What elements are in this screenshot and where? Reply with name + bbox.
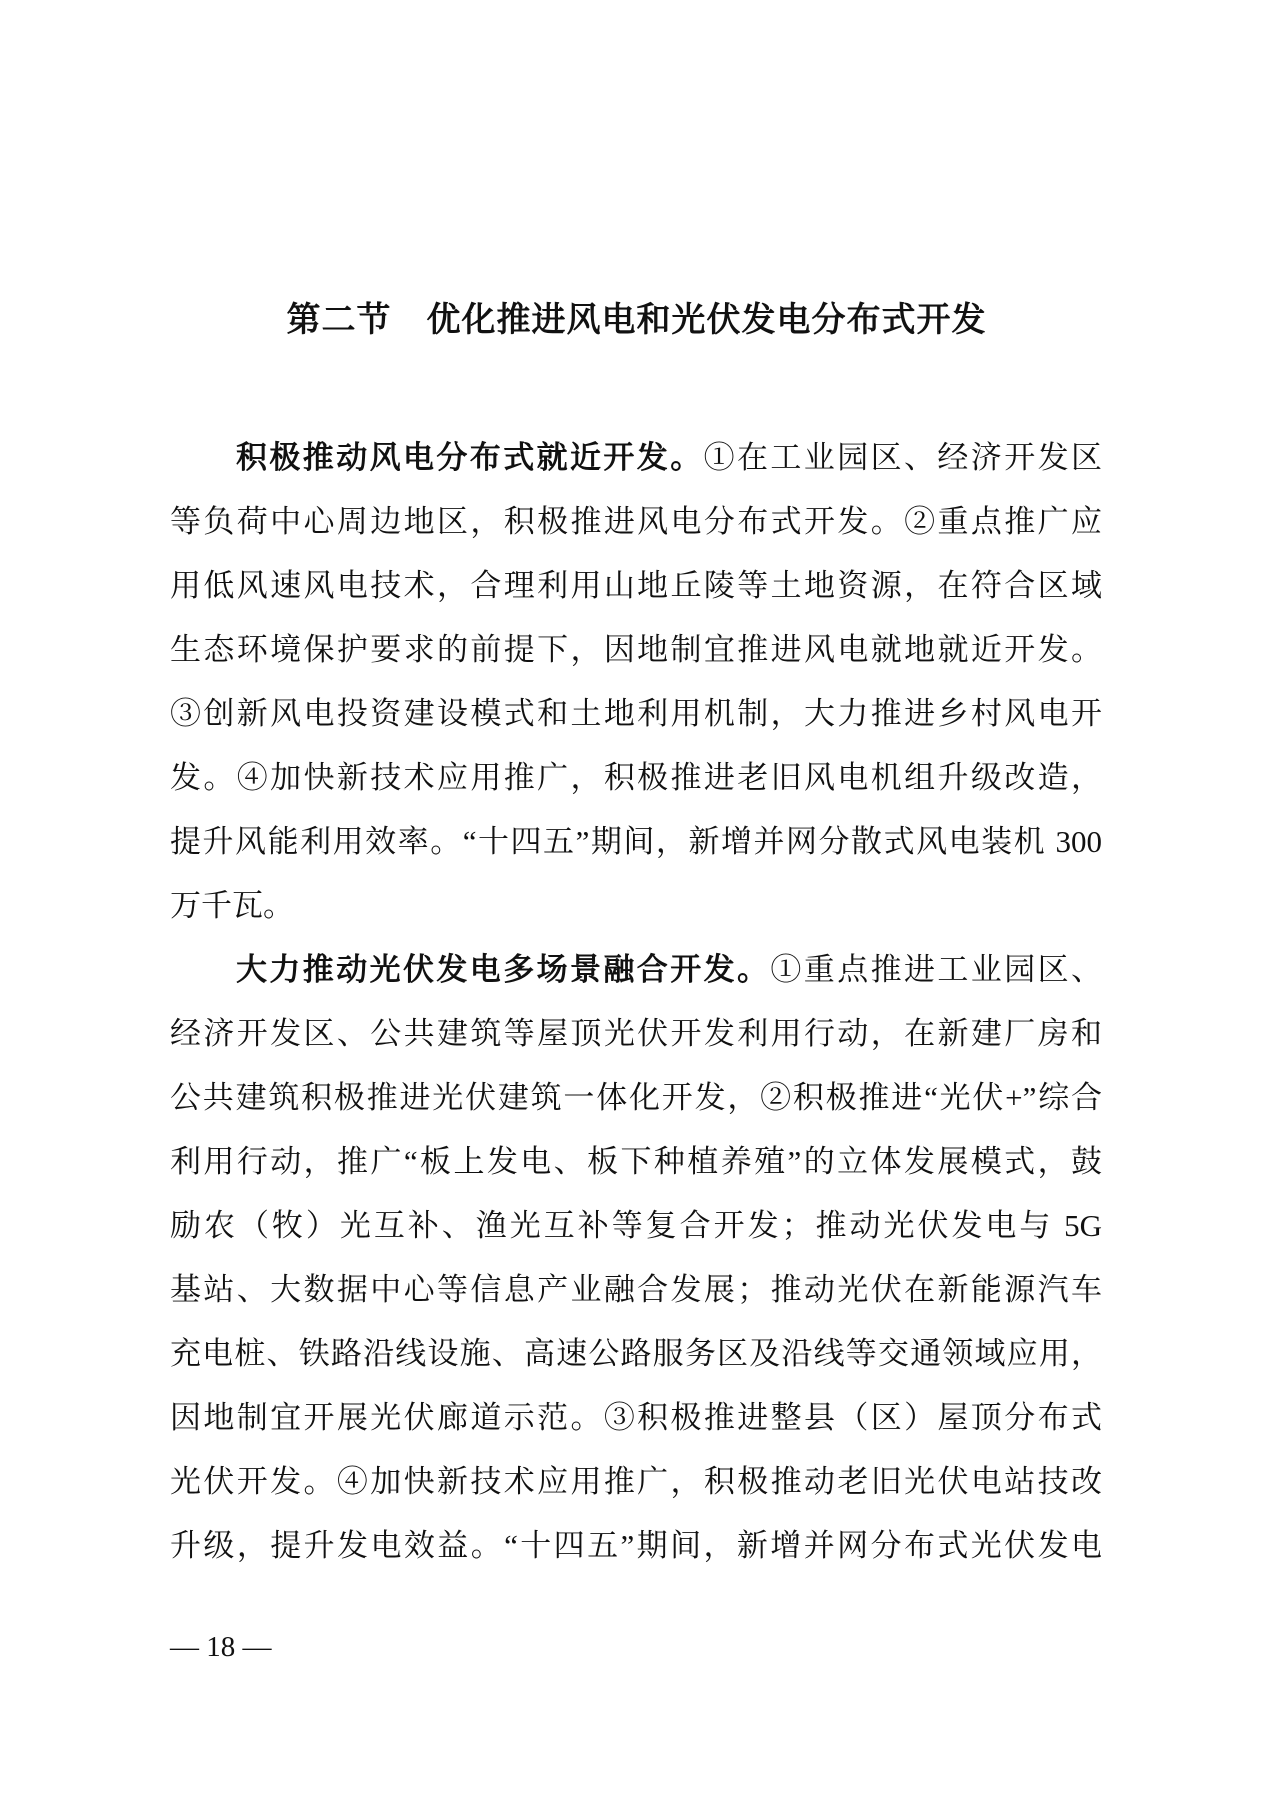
body-line-text: ①重点推进工业园区、: [770, 952, 1103, 987]
body-line-text: 基站、大数据中心等信息产业融合发展；推动光伏在新能源汽车: [170, 1272, 1102, 1307]
body-line: [170, 1258, 1102, 1322]
body-line: [170, 682, 1102, 746]
paragraph-lead-bold: 大力推动光伏发电多场景融合开发。: [236, 952, 771, 987]
section-heading: 第二节 优化推进风电和光伏发电分布式开发: [286, 302, 987, 339]
body-line: [170, 554, 1102, 618]
body-line-text: 发。④加快新技术应用推广，积极推进老旧风电机组升级改造，: [170, 760, 1102, 795]
body-line-text: 万千瓦。: [170, 888, 294, 923]
body-line: [170, 618, 1102, 682]
body-line-text: 公共建筑积极推进光伏建筑一体化开发，②积极推进“光伏+”综合: [170, 1080, 1102, 1115]
body-line-text: 光伏开发。④加快新技术应用推广，积极推动老旧光伏电站技改: [170, 1464, 1102, 1499]
body-line-text: 等负荷中心周边地区，积极推进风电分布式开发。②重点推广应: [170, 504, 1102, 539]
body-line: [170, 1386, 1102, 1450]
body-line: [170, 426, 1102, 490]
body-line: [170, 1514, 1102, 1578]
paragraph-lead-bold: 积极推动风电分布式就近开发。: [236, 440, 704, 475]
body-line: [170, 938, 1102, 1002]
body-line: [170, 490, 1102, 554]
body-line: [170, 1002, 1102, 1066]
body-line: [170, 1322, 1102, 1386]
body-line: [170, 1130, 1102, 1194]
body-line: [170, 874, 1102, 938]
body-line-text: 励农（牧）光互补、渔光互补等复合开发；推动光伏发电与 5G: [170, 1208, 1102, 1243]
page-number: — 18 —: [170, 1631, 272, 1663]
body-line-text: ①在工业园区、经济开发区: [703, 440, 1103, 475]
body-line-text: 充电桩、铁路沿线设施、高速公路服务区及沿线等交通领域应用，: [170, 1336, 1102, 1371]
body-line: [170, 1194, 1102, 1258]
body-line: [170, 746, 1102, 810]
body-line-text: 经济开发区、公共建筑等屋顶光伏开发利用行动，在新建厂房和: [170, 1016, 1102, 1051]
body-line: [170, 1450, 1102, 1514]
body-line: [170, 810, 1102, 874]
body-line-text: 因地制宜开展光伏廊道示范。③积极推进整县（区）屋顶分布式: [170, 1400, 1102, 1435]
body-line-text: 利用行动，推广“板上发电、板下种植养殖”的立体发展模式，鼓: [170, 1144, 1102, 1179]
body-line-text: 升级，提升发电效益。“十四五”期间，新增并网分布式光伏发电: [170, 1528, 1102, 1563]
body-line-text: 用低风速风电技术，合理利用山地丘陵等土地资源，在符合区域: [170, 568, 1102, 603]
body-line-text: 提升风能利用效率。“十四五”期间，新增并网分散式风电装机 300: [170, 824, 1102, 859]
document-body: [170, 426, 1102, 1578]
body-line-text: ③创新风电投资建设模式和土地利用机制，大力推进乡村风电开: [170, 696, 1102, 731]
body-line: [170, 1066, 1102, 1130]
body-line-text: 生态环境保护要求的前提下，因地制宜推进风电就地就近开发。: [170, 632, 1102, 667]
